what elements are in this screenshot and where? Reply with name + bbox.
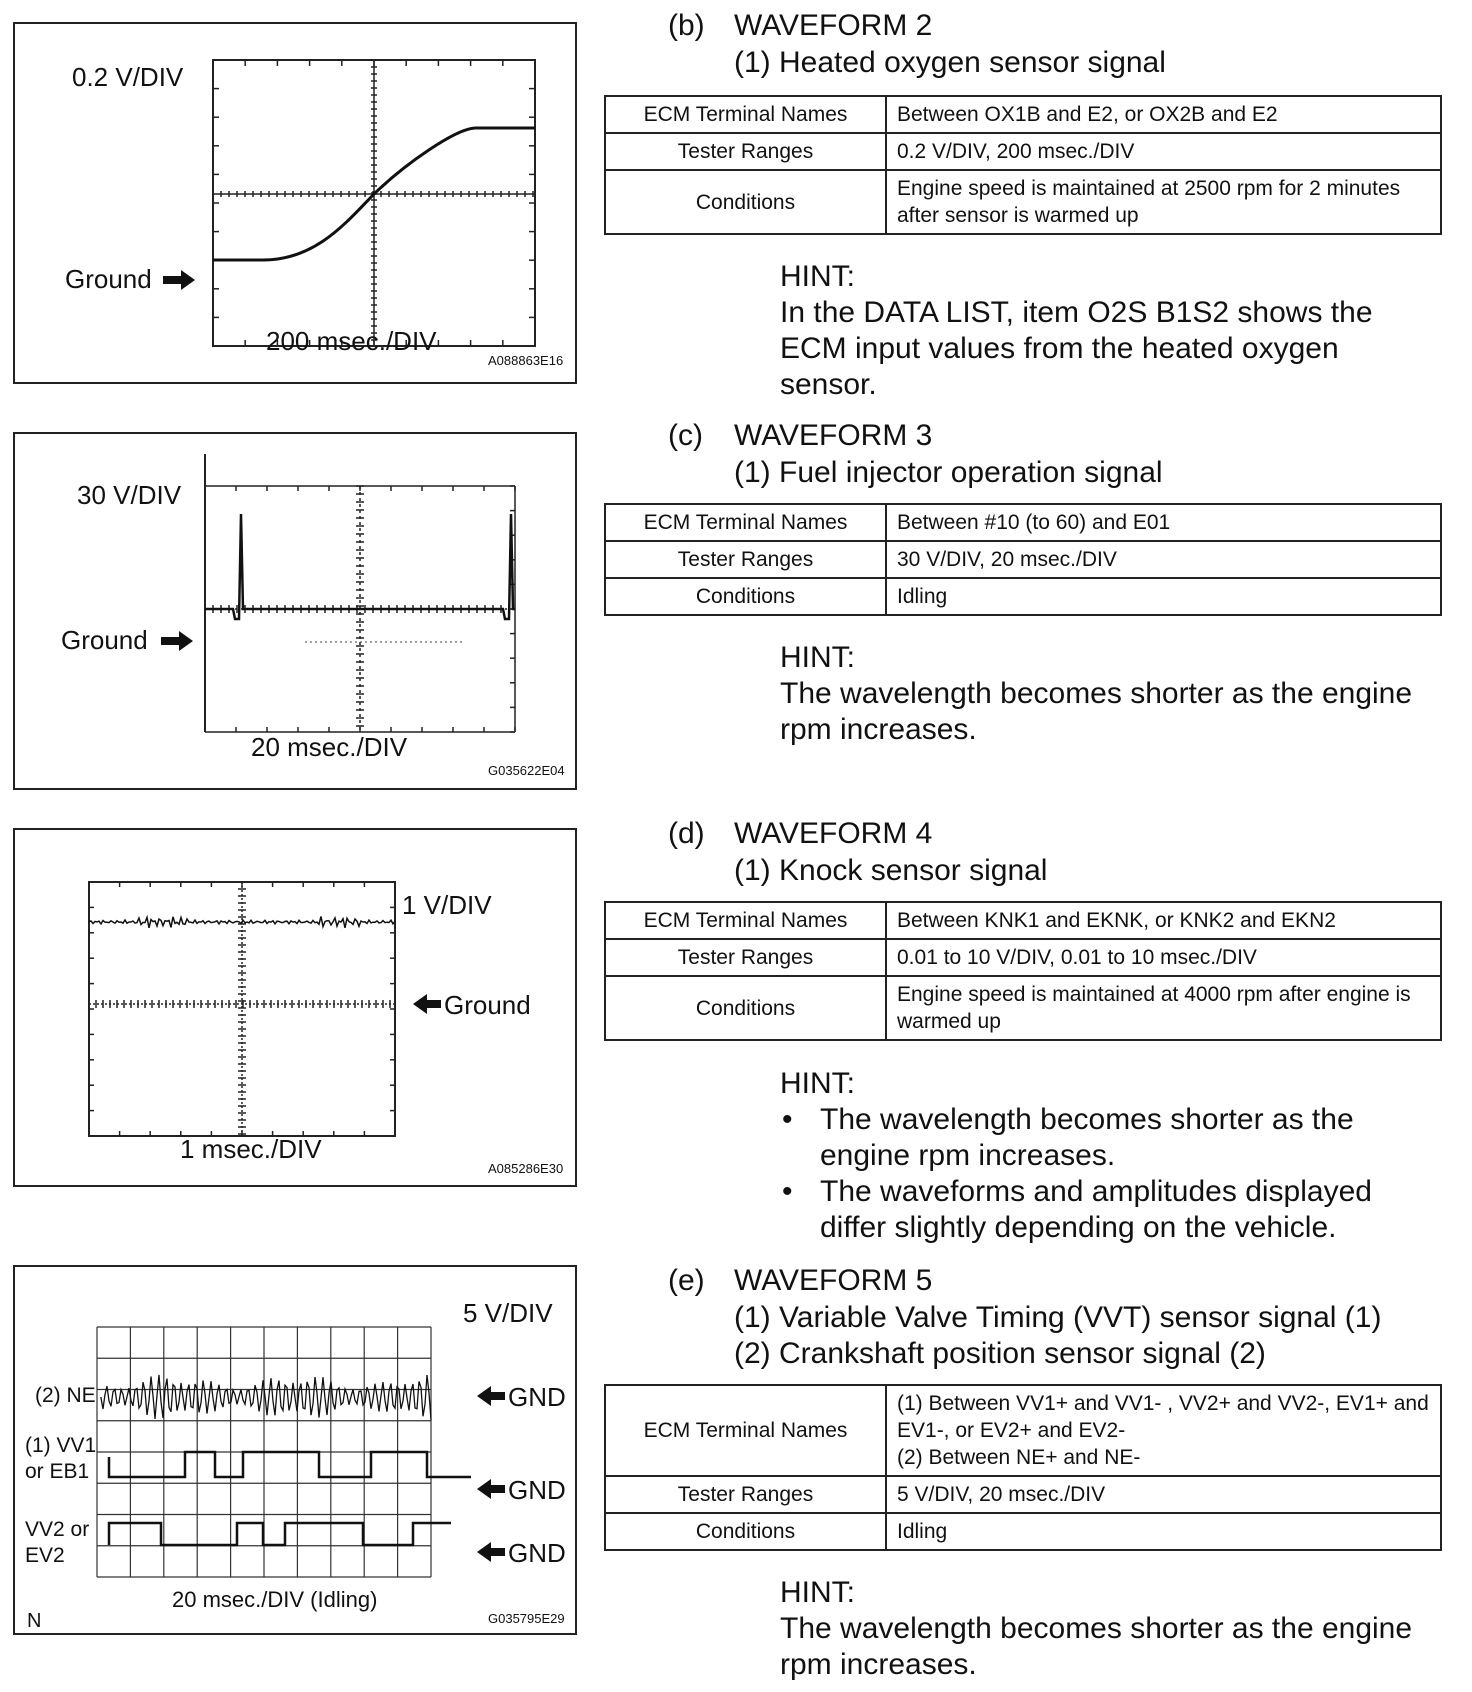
ground-arrow-icon [161,631,193,651]
gnd-label-vv2: GND [508,1538,566,1568]
spec-table-d [604,901,1442,1041]
row-value: 30 V/DIV, 20 msec./DIV [886,541,1441,578]
section-subtitle: (1) Variable Valve Timing (VVT) sensor signal (1) [734,1301,1382,1334]
row-key: Conditions [605,1513,886,1550]
row-key: Conditions [605,170,886,234]
hint-label: HINT: [780,641,855,674]
spec-table-e [604,1384,1442,1551]
gnd-arrow-icon [477,1542,505,1562]
ground-label: Ground [61,625,148,655]
section-title: WAVEFORM 5 [734,1264,933,1297]
section-letter: (c) [668,419,703,452]
section-subtitle: (1) Heated oxygen sensor signal [734,46,1166,79]
vv2-label-line1: VV2 or [25,1518,90,1541]
figure-code: G035795E29 [488,1611,565,1626]
section-c-header [668,418,1448,494]
section-title: WAVEFORM 3 [734,419,933,452]
section-d-header [668,816,1448,892]
row-value: Idling [886,1513,1441,1550]
row-value: 0.01 to 10 V/DIV, 0.01 to 10 msec./DIV [886,939,1441,976]
hint-item: • The waveforms and amplitudes displayed differ slightly depending on the vehicle. [780,1174,1440,1246]
figure-waveform-2 [13,22,577,384]
spec-table-c [604,503,1442,616]
gnd-label-vv1: GND [508,1475,566,1505]
row-value: Between OX1B and E2, or OX2B and E2 [886,96,1441,133]
row-value: Engine speed is maintained at 2500 rpm for 2 minutes after sensor is warmed up [886,170,1441,234]
table-row [605,96,1441,133]
figure-code: A085286E30 [488,1161,564,1176]
row-key: Tester Ranges [605,1476,886,1513]
table-row [605,939,1441,976]
section-e-header [668,1263,1448,1375]
row-value: Idling [886,578,1441,615]
vv2-label-line2: EV2 [25,1544,65,1567]
section-letter: (e) [668,1264,705,1297]
ground-arrow-icon [413,994,441,1014]
section-letter: (b) [668,9,705,42]
ylabel: 5 V/DIV [463,1298,553,1328]
hint-b [780,259,1440,403]
hint-text: In the DATA LIST, item O2S B1S2 shows the ECM input values from the heated oxygen sensor. [780,296,1373,401]
figure-waveform-3 [13,432,577,790]
section-subtitle: (1) Fuel injector operation signal [734,456,1163,489]
hint-text: The wavelength becomes shorter as the engine rpm increases. [780,1612,1413,1681]
xlabel: 1 msec./DIV [180,1134,322,1164]
xlabel: 20 msec./DIV (Idling) [172,1587,378,1612]
ground-label: Ground [65,264,152,294]
row-value: 0.2 V/DIV, 200 msec./DIV [886,133,1441,170]
table-row [605,1476,1441,1513]
xlabel: 20 msec./DIV [251,732,408,762]
gnd-label-ne: GND [508,1382,566,1412]
hint-d [780,1066,1440,1246]
ground-arrow-icon [163,270,195,290]
section-b-header [668,8,1448,84]
vv1-label-line1: (1) VV1 [25,1434,97,1457]
ylabel: 1 V/DIV [402,890,492,920]
row-key: ECM Terminal Names [605,1385,886,1476]
section-title: WAVEFORM 4 [734,817,933,850]
row-key: Tester Ranges [605,541,886,578]
gnd-arrow-icon [477,1479,505,1499]
row-key: Tester Ranges [605,939,886,976]
figure-waveform-4 [13,828,577,1187]
spec-table-b [604,95,1442,235]
table-row [605,170,1441,234]
row-value: 5 V/DIV, 20 msec./DIV [886,1476,1441,1513]
table-row [605,976,1441,1040]
hint-list [780,1102,1440,1246]
table-row [605,578,1441,615]
ne-label: (2) NE [35,1384,96,1407]
gnd-arrow-icon [477,1386,505,1406]
row-value: Between KNK1 and EKNK, or KNK2 and EKN2 [886,902,1441,939]
table-row [605,1513,1441,1550]
row-key: Tester Ranges [605,133,886,170]
row-key: ECM Terminal Names [605,96,886,133]
ground-label: Ground [444,990,531,1020]
hint-label: HINT: [780,1576,855,1609]
figure-waveform-5 [13,1265,577,1635]
corner-label: N [27,1610,42,1632]
row-value: (1) Between VV1+ and VV1- , VV2+ and VV2-, EV1+ and EV1-, or EV2+ and EV2- (2) Between NE+ and NE- [886,1385,1441,1476]
table-row [605,541,1441,578]
table-row [605,504,1441,541]
hint-text: The wavelength becomes shorter as the engine rpm increases. [780,677,1413,746]
figure-code: G035622E04 [488,763,565,778]
table-row [605,902,1441,939]
row-key: ECM Terminal Names [605,902,886,939]
hint-label: HINT: [780,260,855,293]
section-subtitle-2: (2) Crankshaft position sensor signal (2) [734,1337,1266,1370]
hint-c [780,640,1440,748]
xlabel: 200 msec./DIV [266,326,437,356]
hint-item: • The wavelength becomes shorter as the engine rpm increases. [780,1102,1440,1174]
vv1-label-line2: or EB1 [25,1460,90,1483]
row-value: Engine speed is maintained at 4000 rpm after engine is warmed up [886,976,1441,1040]
ylabel: 0.2 V/DIV [72,62,184,92]
ylabel: 30 V/DIV [77,480,182,510]
row-key: Conditions [605,976,886,1040]
table-row [605,133,1441,170]
row-key: ECM Terminal Names [605,504,886,541]
section-subtitle: (1) Knock sensor signal [734,854,1048,887]
hint-label: HINT: [780,1067,855,1100]
section-title: WAVEFORM 2 [734,9,933,42]
section-letter: (d) [668,817,705,850]
figure-code: A088863E16 [488,353,564,368]
row-value: Between #10 (to 60) and E01 [886,504,1441,541]
row-key: Conditions [605,578,886,615]
table-row [605,1385,1441,1476]
hint-e [780,1575,1440,1683]
